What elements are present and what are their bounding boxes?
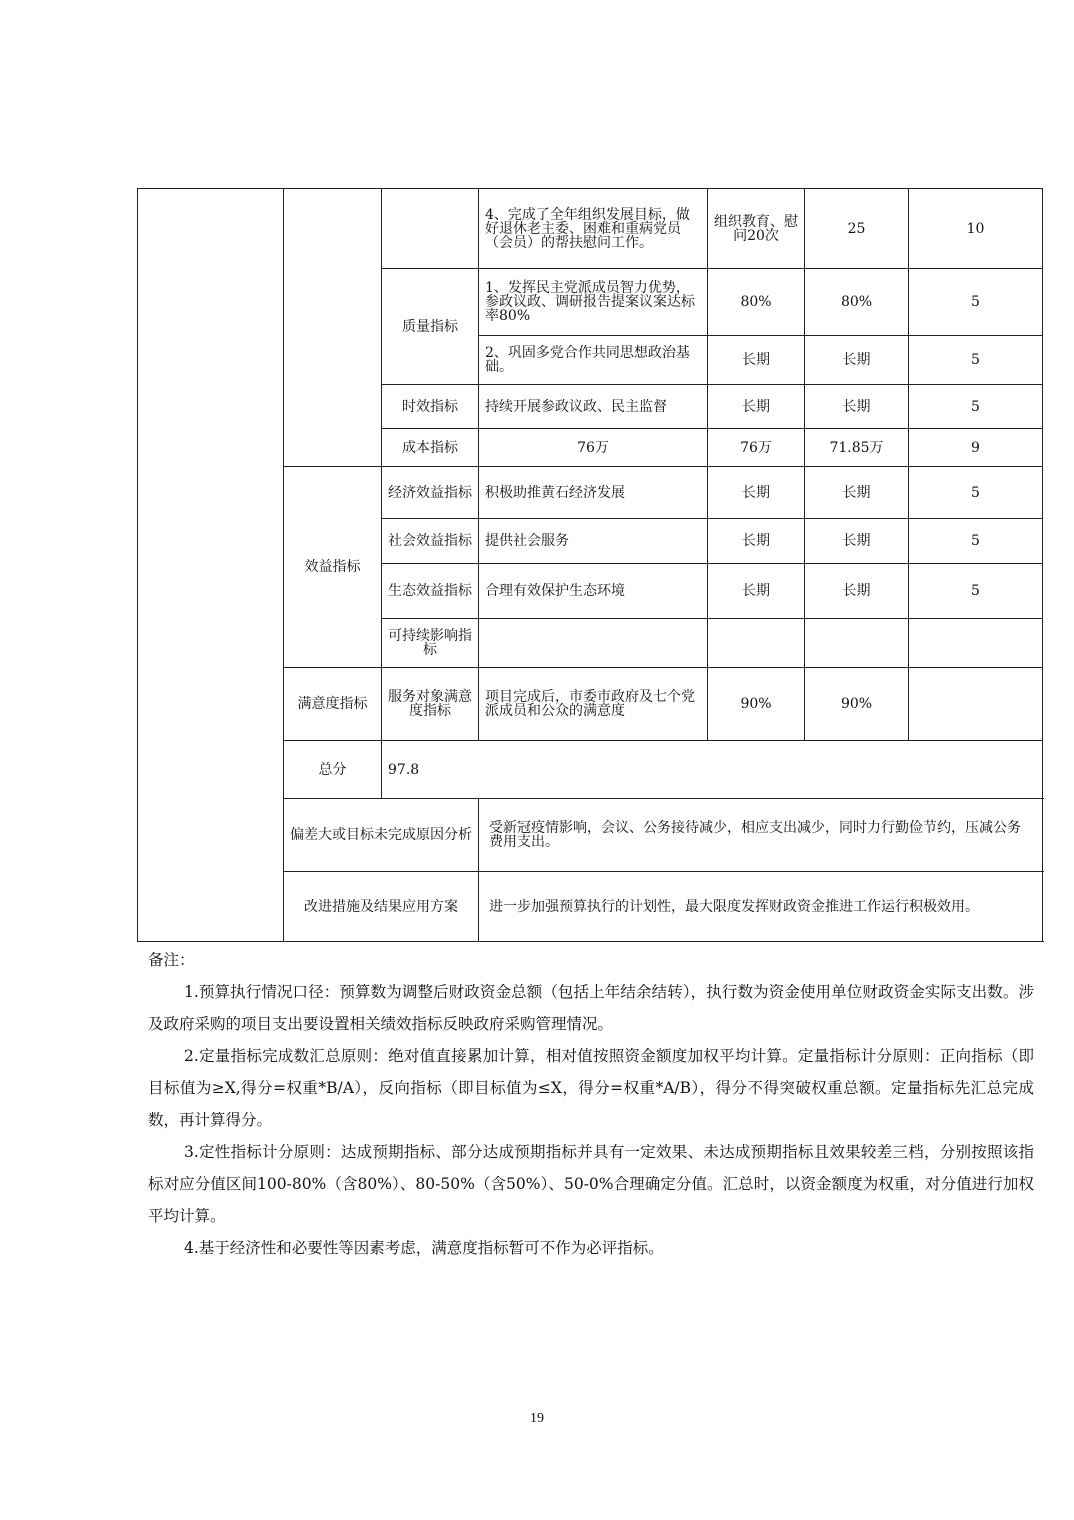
indicator-desc: 2、巩固多党合作共同思想政治基础。 xyxy=(479,336,708,385)
indicator-desc: 合理有效保护生态环境 xyxy=(479,564,708,619)
total-label: 总分 xyxy=(284,741,382,799)
actual-value: 71.85万 xyxy=(805,429,909,467)
actual-value: 长期 xyxy=(805,467,909,519)
actual-value: 长期 xyxy=(805,564,909,619)
score-value: 10 xyxy=(909,189,1043,269)
actual-value: 80% xyxy=(805,269,909,336)
score-value xyxy=(909,668,1043,741)
note-item: 3.定性指标计分原则：达成预期指标、部分达成预期指标并具有一定效果、未达成预期指标且效果较差三档，分别按照该指标对应分值区间100-80%（含80%）、80-50%（含50%）、50-0%合理确定分值。汇总时，以资金额度为权重，对分值进行加权平均计算。 xyxy=(148,1143,1034,1225)
deviation-text: 受新冠疫情影响，会议、公务接待减少，相应支出减少，同时力行勤俭节约，压减公务费用支出。 xyxy=(479,799,1043,872)
indicator-desc xyxy=(479,619,708,668)
score-value: 5 xyxy=(909,385,1043,429)
target-value: 76万 xyxy=(708,429,805,467)
score-value: 5 xyxy=(909,336,1043,385)
target-value: 长期 xyxy=(708,519,805,564)
target-value: 80% xyxy=(708,269,805,336)
score-value: 5 xyxy=(909,269,1043,336)
actual-value: 长期 xyxy=(805,336,909,385)
service-satisfaction-label: 服务对象满意度指标 xyxy=(382,668,479,741)
score-value xyxy=(909,619,1043,668)
improvement-label: 改进措施及结果应用方案 xyxy=(284,872,479,942)
blank-category-cell xyxy=(138,189,284,942)
sustainability-label: 可持续影响指标 xyxy=(382,619,479,668)
cost-indicator-label: 成本指标 xyxy=(382,429,479,467)
target-value: 长期 xyxy=(708,467,805,519)
target-value: 长期 xyxy=(708,385,805,429)
indicator-desc: 1、发挥民主党派成员智力优势，参政议政、调研报告提案议案达标率80% xyxy=(479,269,708,336)
performance-table xyxy=(137,188,1043,942)
target-value xyxy=(708,619,805,668)
blank-indicator-cell xyxy=(382,189,479,269)
actual-value: 长期 xyxy=(805,385,909,429)
target-value: 长期 xyxy=(708,336,805,385)
indicator-desc: 4、完成了全年组织发展目标，做好退休老主委、困难和重病党员（会员）的帮扶慰问工作。 xyxy=(479,189,708,269)
indicator-desc: 76万 xyxy=(479,429,708,467)
target-value: 组织教育、慰问20次 xyxy=(708,189,805,269)
note-item: 2.定量指标完成数汇总原则：绝对值直接累加计算，相对值按照资金额度加权平均计算。定量指标计分原则：正向指标（即目标值为≥X,得分=权重*B/A），反向指标（即目标值为≤X，得分=权重*A/B），得分不得突破权重总额。定量指标先汇总完成数，再计算得分。 xyxy=(148,1047,1034,1129)
indicator-desc: 积极助推黄石经济发展 xyxy=(479,467,708,519)
indicator-desc: 项目完成后，市委市政府及七个党派成员和公众的满意度 xyxy=(479,668,708,741)
note-item: 4.基于经济性和必要性等因素考虑，满意度指标暂可不作为必评指标。 xyxy=(184,1239,664,1257)
total-value: 97.8 xyxy=(382,741,1043,799)
score-value: 5 xyxy=(909,519,1043,564)
social-benefit-label: 社会效益指标 xyxy=(382,519,479,564)
blank-output-cell xyxy=(284,189,382,467)
actual-value: 25 xyxy=(805,189,909,269)
score-value: 5 xyxy=(909,467,1043,519)
benefit-indicator-label: 效益指标 xyxy=(284,467,382,668)
timeliness-indicator-label: 时效指标 xyxy=(382,385,479,429)
deviation-label: 偏差大或目标未完成原因分析 xyxy=(284,799,479,872)
actual-value: 90% xyxy=(805,668,909,741)
score-value: 5 xyxy=(909,564,1043,619)
score-value: 9 xyxy=(909,429,1043,467)
indicator-desc: 提供社会服务 xyxy=(479,519,708,564)
notes-section xyxy=(148,944,1034,1264)
quality-indicator-label: 质量指标 xyxy=(382,269,479,385)
note-item: 1.预算执行情况口径：预算数为调整后财政资金总额（包括上年结余结转），执行数为资金使用单位财政资金实际支出数。涉及政府采购的项目支出要设置相关绩效指标反映政府采购管理情况。 xyxy=(148,983,1034,1033)
improvement-text: 进一步加强预算执行的计划性，最大限度发挥财政资金推进工作运行积极效用。 xyxy=(479,872,1043,942)
actual-value: 长期 xyxy=(805,519,909,564)
satisfaction-indicator-label: 满意度指标 xyxy=(284,668,382,741)
target-value: 90% xyxy=(708,668,805,741)
page-number: 19 xyxy=(530,1411,544,1426)
notes-heading: 备注： xyxy=(148,951,195,969)
economic-benefit-label: 经济效益指标 xyxy=(382,467,479,519)
actual-value xyxy=(805,619,909,668)
target-value: 长期 xyxy=(708,564,805,619)
ecological-benefit-label: 生态效益指标 xyxy=(382,564,479,619)
indicator-desc: 持续开展参政议政、民主监督 xyxy=(479,385,708,429)
table-row xyxy=(138,189,1043,269)
